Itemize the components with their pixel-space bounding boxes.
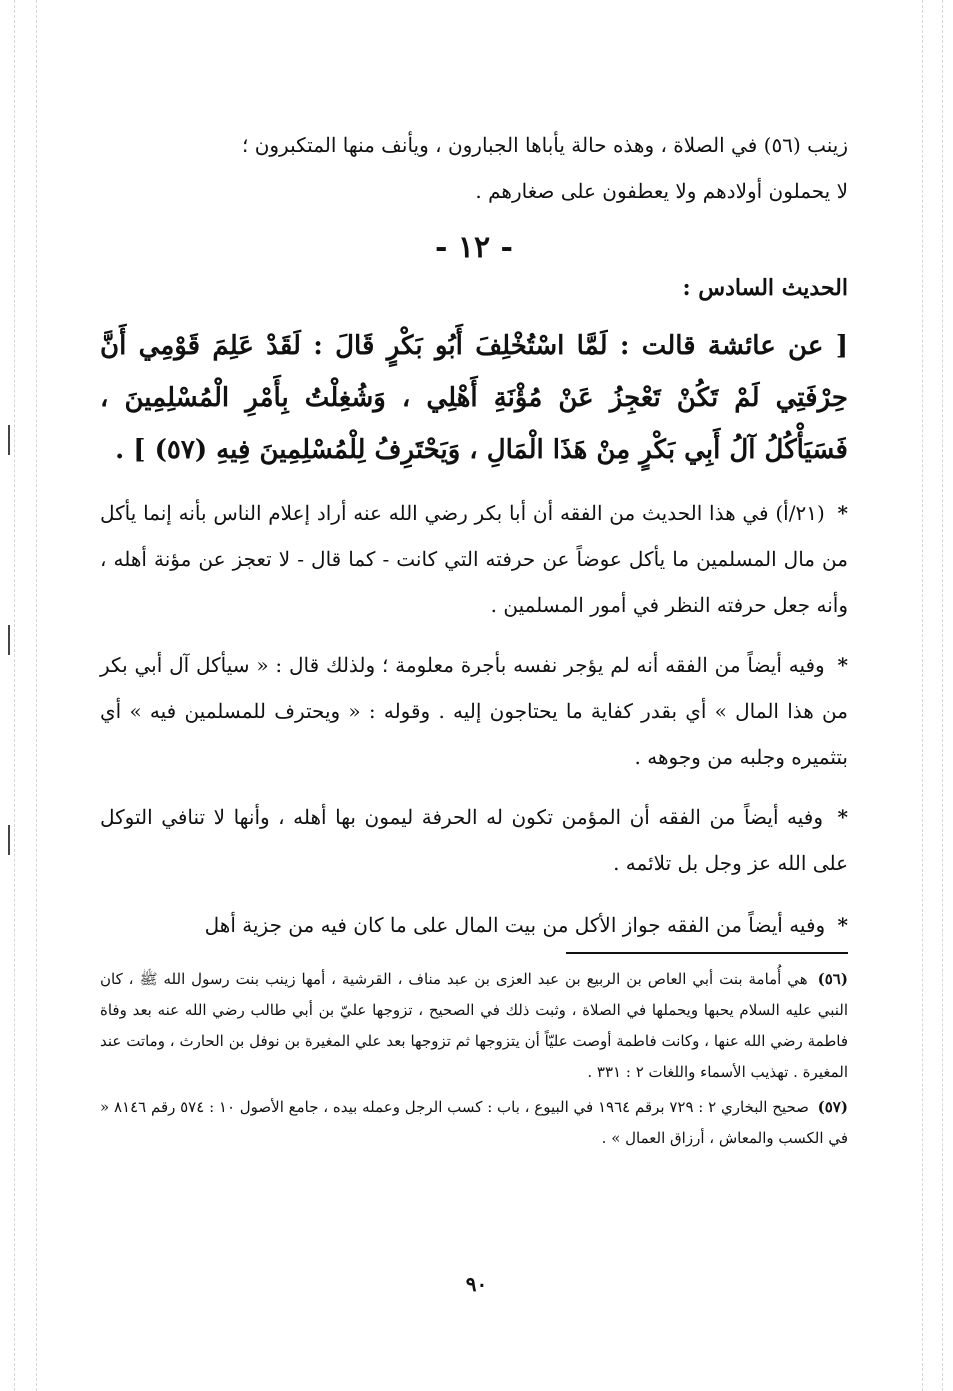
hadith-text: [ عن عائشة قالت : لَمَّا اسْتُخْلِفَ أَبُو بَكْرٍ قَالَ : لَقَدْ عَلِمَ قَوْمِي أَنَّ حِرْفَتِي لَمْ تَكُنْ تَعْجِزُ عَنْ مُؤْنَةِ أَهْلِي ، وَشُغِلْتُ بِأَمْرِ الْمُسْلِمِينَ ، فَسَيَأْكُلُ آلُ أَبِي بَكْرٍ مِنْ هَذَا الْمَالِ ، وَيَحْتَرِفُ لِلْمُسْلِمِينَ فِيهِ (٥٧) ] . <box>100 331 848 465</box>
bullet-paragraph <box>100 490 848 628</box>
scan-mark <box>8 425 10 455</box>
footnote <box>100 1092 848 1154</box>
bullet-text: وفيه أيضاً من الفقه أن المؤمن تكون له الحرفة ليمون بها أهله ، وأنها لا تنافي التوكل على الله عز وجل بل تلائمه . <box>100 805 848 875</box>
bullet-paragraph <box>100 642 848 780</box>
page-body <box>100 120 848 1158</box>
bullet-star: * <box>837 653 848 677</box>
bullet-text: (٢١/أ) في هذا الحديث من الفقه أن أبا بكر رضي الله عنه أراد إعلام الناس بأنه إنما يأكل من مال المسلمين ما يأكل عوضاً عن حرفته التي كانت - كما قال - لا تعجز عن مؤنة أهله ، وأنه جعل حرفته النظر في أمور المسلمين . <box>100 501 848 617</box>
footnote-number: (٥٦) <box>817 970 848 988</box>
intro-paragraph <box>100 122 848 214</box>
footnote-text: صحيح البخاري ٢ : ٧٢٩ برقم ١٩٦٤ في البيوع ، باب : كسب الرجل وعمله بيده ، جامع الأصول ١٠ : ٥٧٤ رقم ٨١٤٦ « في الكسب والمعاش ، أرزاق العمال » . <box>100 1098 848 1147</box>
section-title: الحديث السادس : <box>682 275 848 301</box>
scan-margin-dots <box>36 0 37 1391</box>
bullet-paragraph <box>100 794 848 886</box>
scan-mark <box>8 625 10 655</box>
footnote <box>100 964 848 1088</box>
scan-margin-dots <box>922 0 923 1391</box>
scan-margin-dots <box>14 0 15 1391</box>
scan-mark <box>8 825 10 855</box>
bullet-text: وفيه أيضاً من الفقه جواز الأكل من بيت المال على ما كان فيه من جزية أهل <box>204 913 826 937</box>
footnote-number: (٥٧) <box>817 1098 848 1116</box>
bullet-star: * <box>837 501 849 525</box>
scan-margin-dots <box>942 0 943 1391</box>
bullet-star: * <box>837 805 849 829</box>
intro-line: زينب (٥٦) في الصلاة ، وهذه حالة يأباها الجبارون ، ويأنف منها المتكبرون ؛ <box>241 133 848 157</box>
bullet-star: * <box>837 913 848 937</box>
footnote-text: هي أُمامة بنت أبي العاص بن الربيع بن عبد العزى بن عبد مناف ، القرشية ، أمها زينب بنت رسول الله ﷺ ، كان النبي عليه السلام يحبها ويحملها في الصلاة ، وثبت ذلك في الصحيح ، تزوجها عليّ بن أبي طالب رضي الله عنه بعد وفاة فاطمة رضي الله عنها ، وكانت فاطمة أوصت عليّاً أن يتزوجها ثم تزوجها بعد علي المغيرة بن نوفل بن الحارث ، وماتت عند المغيرة . تهذيب الأسماء واللغات ٢ : ٣٣١ . <box>100 970 848 1081</box>
section-number: - ١٢ - <box>434 230 514 265</box>
page-number: ٩٠ <box>465 1272 488 1296</box>
bullet-paragraph-continued <box>100 902 848 948</box>
bullet-text: وفيه أيضاً من الفقه أنه لم يؤجر نفسه بأجرة معلومة ؛ ولذلك قال : « سيأكل آل أبي بكر من هذا المال » أي بقدر كفاية ما يحتاجون إليه . وقوله : « ويحترف للمسلمين فيه » أي بتثميره وجلبه من وجوهه . <box>100 653 848 769</box>
footnote-separator <box>566 952 848 954</box>
intro-line: لا يحملون أولادهم ولا يعطفون على صغارهم . <box>475 179 848 203</box>
